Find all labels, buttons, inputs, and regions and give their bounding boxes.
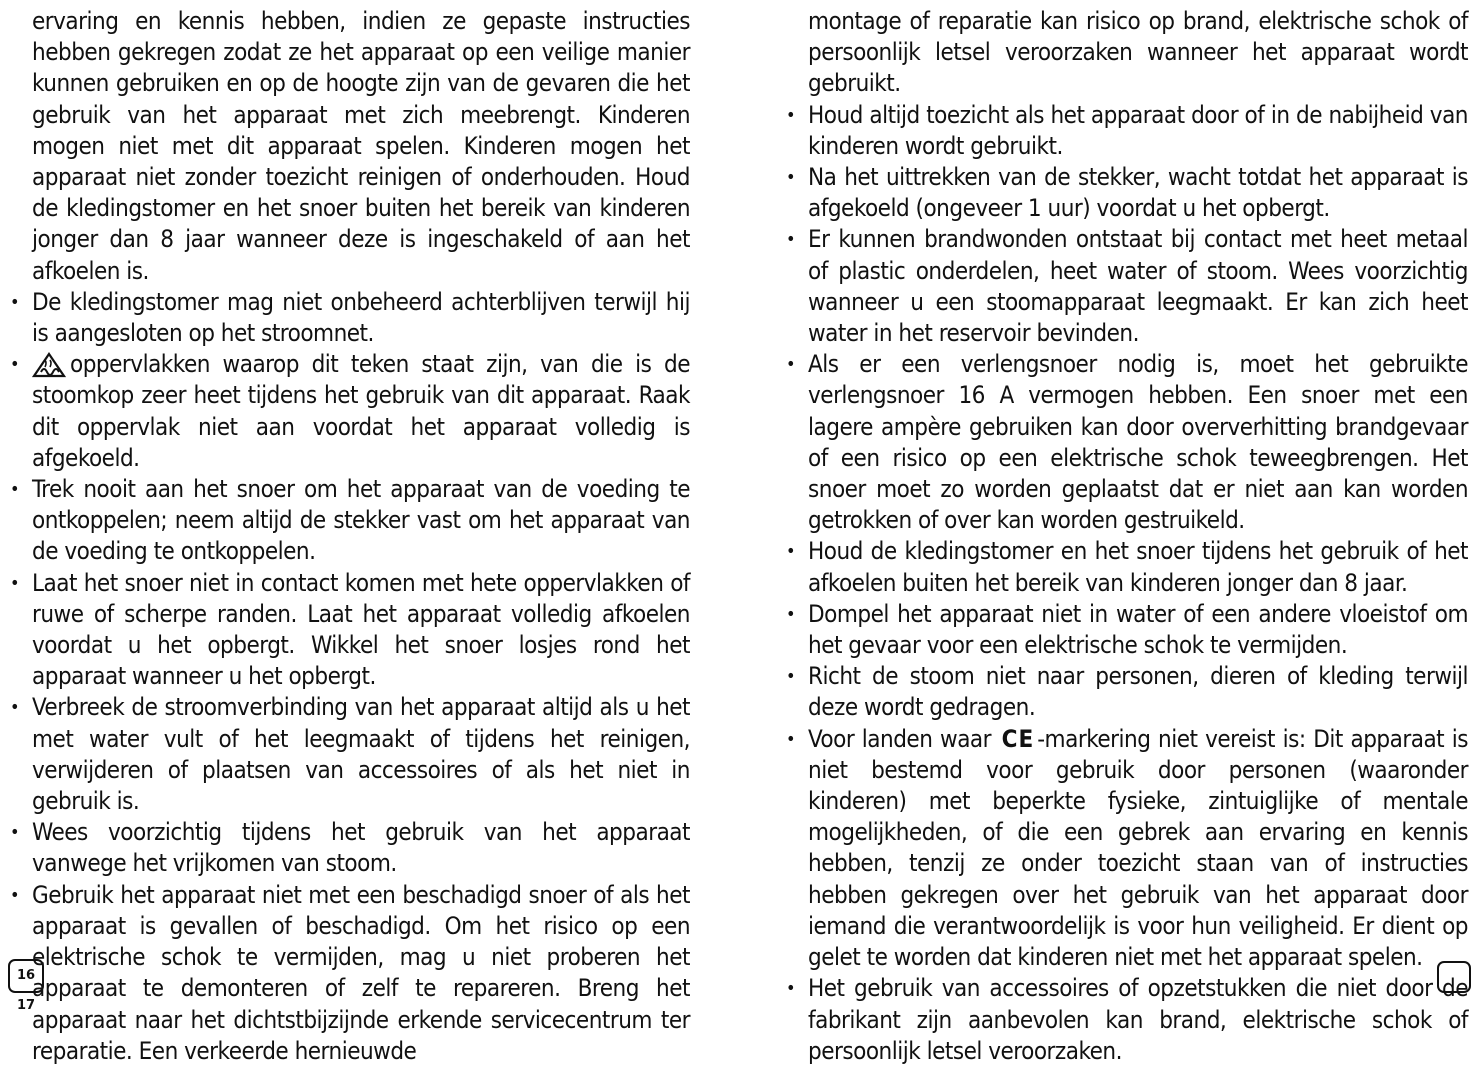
bullet-item: • Houd de kledingstomer en het snoer tijdens het gebruik of het afkoelen buiten het bereik van kinderen jonger dan 8 jaar. bbox=[786, 536, 1468, 598]
bullet-item-hot-surface bbox=[10, 349, 690, 474]
bullet-item: • Als er een verlengsnoer nodig is, moet het gebruikte verlengsnoer 16 A vermogen hebben. Een snoer met een lagere ampère gebruiken kan door oververhitting brandgevaar of een risico op een elektrische schok teweegbrengen. Het snoer moet zo worden geplaatst dat er niet aan kan worden getrokken of over kan worden gestruikeld. bbox=[786, 349, 1468, 536]
ce-mark-icon: CE bbox=[1001, 724, 1035, 753]
bullet-item: • Het gebruik van accessoires of opzetstukken die niet door de fabrikant zijn aanbevolen kan brand, elektrische schok of persoonlijk letsel veroorzaken. bbox=[786, 973, 1468, 1067]
bullet-item-ce bbox=[786, 724, 1468, 974]
bullet-item: • Wees voorzichtig tijdens het gebruik van het apparaat vanwege het vrijkomen van stoom. bbox=[10, 817, 690, 879]
left-continuation-paragraph: ervaring en kennis hebben, indien ze gepaste instructies hebben gekregen zodat ze het apparaat op een veilige manier kunnen gebruiken en op de hoogte zijn van de gevaren die het gebruik van het apparaat met zich meebrengt. Kinderen mogen niet met dit apparaat spelen. Kinderen mogen het apparaat niet zonder toezicht reinigen of onderhouden. Houd de kledingstomer en het snoer buiten het bereik van kinderen jonger dan 8 jaar wanneer deze is ingeschakeld of aan het afkoelen is. bbox=[32, 7, 690, 285]
bullet-item: • Laat het snoer niet in contact komen met hete oppervlakken of ruwe of scherpe randen. Laat het apparaat volledig afkoelen voordat u het opbergt. Wikkel het snoer losjes rond het apparaat wanneer u het opbergt. bbox=[10, 568, 690, 693]
bullet-item: • Gebruik het apparaat niet met een beschadigd snoer of als het apparaat is gevallen of beschadigd. Om het risico op een elektrische schok te vermijden, mag u niet proberen het apparaat te demonteren of zelf te repareren. Breng het apparaat naar het dichtstbijzijnde erkende servicecentrum ter reparatie. Een verkeerde hernieuwde bbox=[10, 880, 690, 1067]
bullet-item: • De kledingstomer mag niet onbeheerd achterblijven terwijl hij is aangesloten op het stroomnet. bbox=[10, 287, 690, 349]
bullet-item: • Richt de stoom niet naar personen, dieren of kleding terwijl deze wordt gedragen. bbox=[786, 661, 1468, 723]
right-column bbox=[786, 6, 1468, 1067]
page-number-left: 16 17 bbox=[8, 959, 44, 993]
ce-after-text: -markering niet vereist is: Dit apparaat is niet bestemd voor gebruik door personen (waaronder kinderen) met beperkte fysieke, zintuiglijke of mentale mogelijkheden, of die een gebrek aan ervaring en kennis hebben, tenzij ze onder toezicht staan van of instructies hebben gekregen over het gebruik van het apparaat door iemand die verantwoordelijk is voor hun veiligheid. Er dient op gelet te worden dat kinderen niet met het apparaat spelen. bbox=[808, 724, 1469, 972]
bullet-item: • Dompel het apparaat niet in water of een andere vloeistof om het gevaar voor een elektrische schok te vermijden. bbox=[786, 599, 1468, 661]
bullet-item: • Na het uittrekken van de stekker, wacht totdat het apparaat is afgekoeld (ongeveer 1 uur) voordat u het opbergt. bbox=[786, 162, 1468, 224]
hot-surface-warning-icon bbox=[32, 352, 66, 378]
bullet-item: • Verbreek de stroomverbinding van het apparaat altijd als u het met water vult of het leegmaakt of tijdens het reinigen, verwijderen of plaatsen van accessoires of als het niet in gebruik is. bbox=[10, 692, 690, 817]
bullet-item: • Er kunnen brandwonden ontstaat bij contact met heet metaal of plastic onderdelen, heet water of stoom. Wees voorzichtig wanneer u een stoomapparaat leegmaakt. Er kan zich heet water in het reservoir bevinden. bbox=[786, 224, 1468, 349]
page-number-right bbox=[1437, 961, 1471, 993]
ce-before-text: Voor landen waar bbox=[808, 724, 992, 753]
bullet-item: • Houd altijd toezicht als het apparaat door of in de nabijheid van kinderen wordt gebruikt. bbox=[786, 100, 1468, 162]
bullet-text: oppervlakken waarop dit teken staat zijn, van die is de stoomkop zeer heet tijdens het gebruik van dit apparaat. Raak dit oppervlak niet aan voordat het apparaat volledig is afgekoeld. bbox=[32, 350, 690, 472]
bullet-item: • Trek nooit aan het snoer om het apparaat van de voeding te ontkoppelen; neem altijd de stekker vast om het apparaat van de voeding te ontkoppelen. bbox=[10, 474, 690, 568]
left-column bbox=[10, 6, 690, 1067]
right-continuation-paragraph: montage of reparatie kan risico op brand, elektrische schok of persoonlijk letsel veroorzaken wanneer het apparaat wordt gebruikt. bbox=[808, 7, 1468, 98]
